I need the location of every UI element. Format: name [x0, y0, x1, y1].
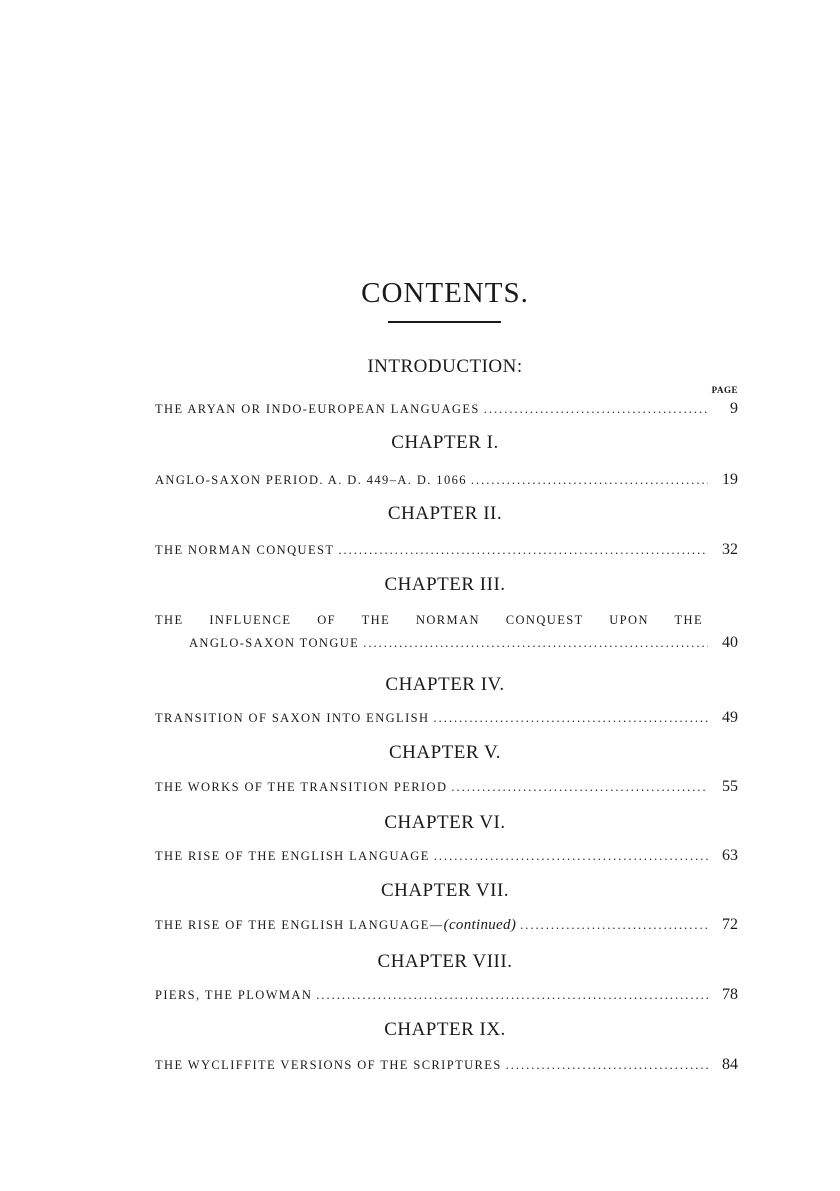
leader-dots — [506, 1055, 708, 1075]
toc-entry-page: 63 — [722, 847, 738, 864]
toc-entry-page: 78 — [722, 986, 738, 1003]
toc-entry-chapter-6[interactable] — [155, 846, 738, 866]
toc-entry-page: 9 — [730, 400, 738, 417]
toc-entry-title: THE ARYAN OR INDO-EUROPEAN LANGUAGES — [155, 402, 480, 416]
toc-entry-page: 72 — [722, 916, 738, 933]
toc-entry-page: 19 — [722, 471, 738, 488]
toc-entry-page: 49 — [722, 709, 738, 726]
leader-dots — [433, 708, 708, 728]
toc-entry-title: THE WYCLIFFITE VERSIONS OF THE SCRIPTURES — [155, 1058, 502, 1072]
page-column-label: PAGE — [711, 385, 738, 395]
chapter-heading: CHAPTER III. — [384, 574, 506, 595]
chapter-heading: CHAPTER VIII. — [377, 951, 513, 972]
leader-dots — [451, 777, 708, 797]
leader-dots — [471, 470, 708, 490]
introduction-heading: INTRODUCTION: — [367, 356, 523, 377]
toc-entry-title-continued: (continued) — [443, 917, 517, 933]
leader-dots — [316, 985, 708, 1005]
toc-entry-chapter-9[interactable] — [155, 1055, 738, 1075]
toc-entry-chapter-4[interactable] — [155, 708, 738, 728]
toc-entry-title-main: THE RISE OF THE ENGLISH LANGUAGE— — [155, 918, 444, 932]
chapter-heading: CHAPTER V. — [389, 742, 501, 763]
toc-entry-title: THE WORKS OF THE TRANSITION PERIOD — [155, 780, 448, 794]
toc-entry-chapter-5[interactable] — [155, 777, 738, 797]
leader-dots — [338, 540, 708, 560]
toc-entry-chapter-1[interactable] — [155, 470, 738, 490]
title-rule — [388, 321, 501, 323]
chapter-heading: CHAPTER IV. — [385, 674, 505, 695]
toc-entry-introduction[interactable] — [155, 399, 738, 419]
chapter-heading: CHAPTER II. — [387, 503, 503, 524]
toc-entry-title-line-1: THE INFLUENCE OF THE NORMAN CONQUEST UPON THE — [155, 613, 703, 627]
toc-entry-page: 84 — [722, 1056, 738, 1073]
toc-entry-title: PIERS, THE PLOWMAN — [155, 988, 313, 1002]
chapter-heading: CHAPTER IX. — [384, 1019, 506, 1040]
leader-dots — [484, 399, 708, 419]
leader-dots — [434, 846, 708, 866]
leader-dots — [520, 915, 708, 935]
chapter-heading: CHAPTER I. — [391, 432, 499, 453]
toc-entry-title: TRANSITION OF SAXON INTO ENGLISH — [155, 711, 430, 725]
toc-entry-page: 40 — [722, 634, 738, 651]
toc-entry-title: THE RISE OF THE ENGLISH LANGUAGE — [155, 849, 430, 863]
chapter-heading: CHAPTER VII. — [380, 880, 510, 901]
chapter-heading: CHAPTER VI. — [384, 812, 506, 833]
toc-entry-page: 55 — [722, 778, 738, 795]
toc-entry-chapter-2[interactable] — [155, 540, 738, 560]
toc-entry-page: 32 — [722, 541, 738, 558]
toc-entry-title: ANGLO-SAXON PERIOD. A. D. 449–A. D. 1066 — [155, 473, 467, 487]
leader-dots — [363, 633, 708, 653]
toc-entry-chapter-8[interactable] — [155, 985, 738, 1005]
page-title: CONTENTS. — [361, 277, 529, 310]
toc-entry-chapter-7[interactable] — [155, 915, 738, 935]
toc-entry-title-line-2: ANGLO-SAXON TONGUE — [189, 636, 360, 650]
toc-entry-title — [155, 915, 516, 935]
toc-entry-title: THE NORMAN CONQUEST — [155, 543, 335, 557]
toc-entry-chapter-3[interactable] — [155, 610, 738, 653]
